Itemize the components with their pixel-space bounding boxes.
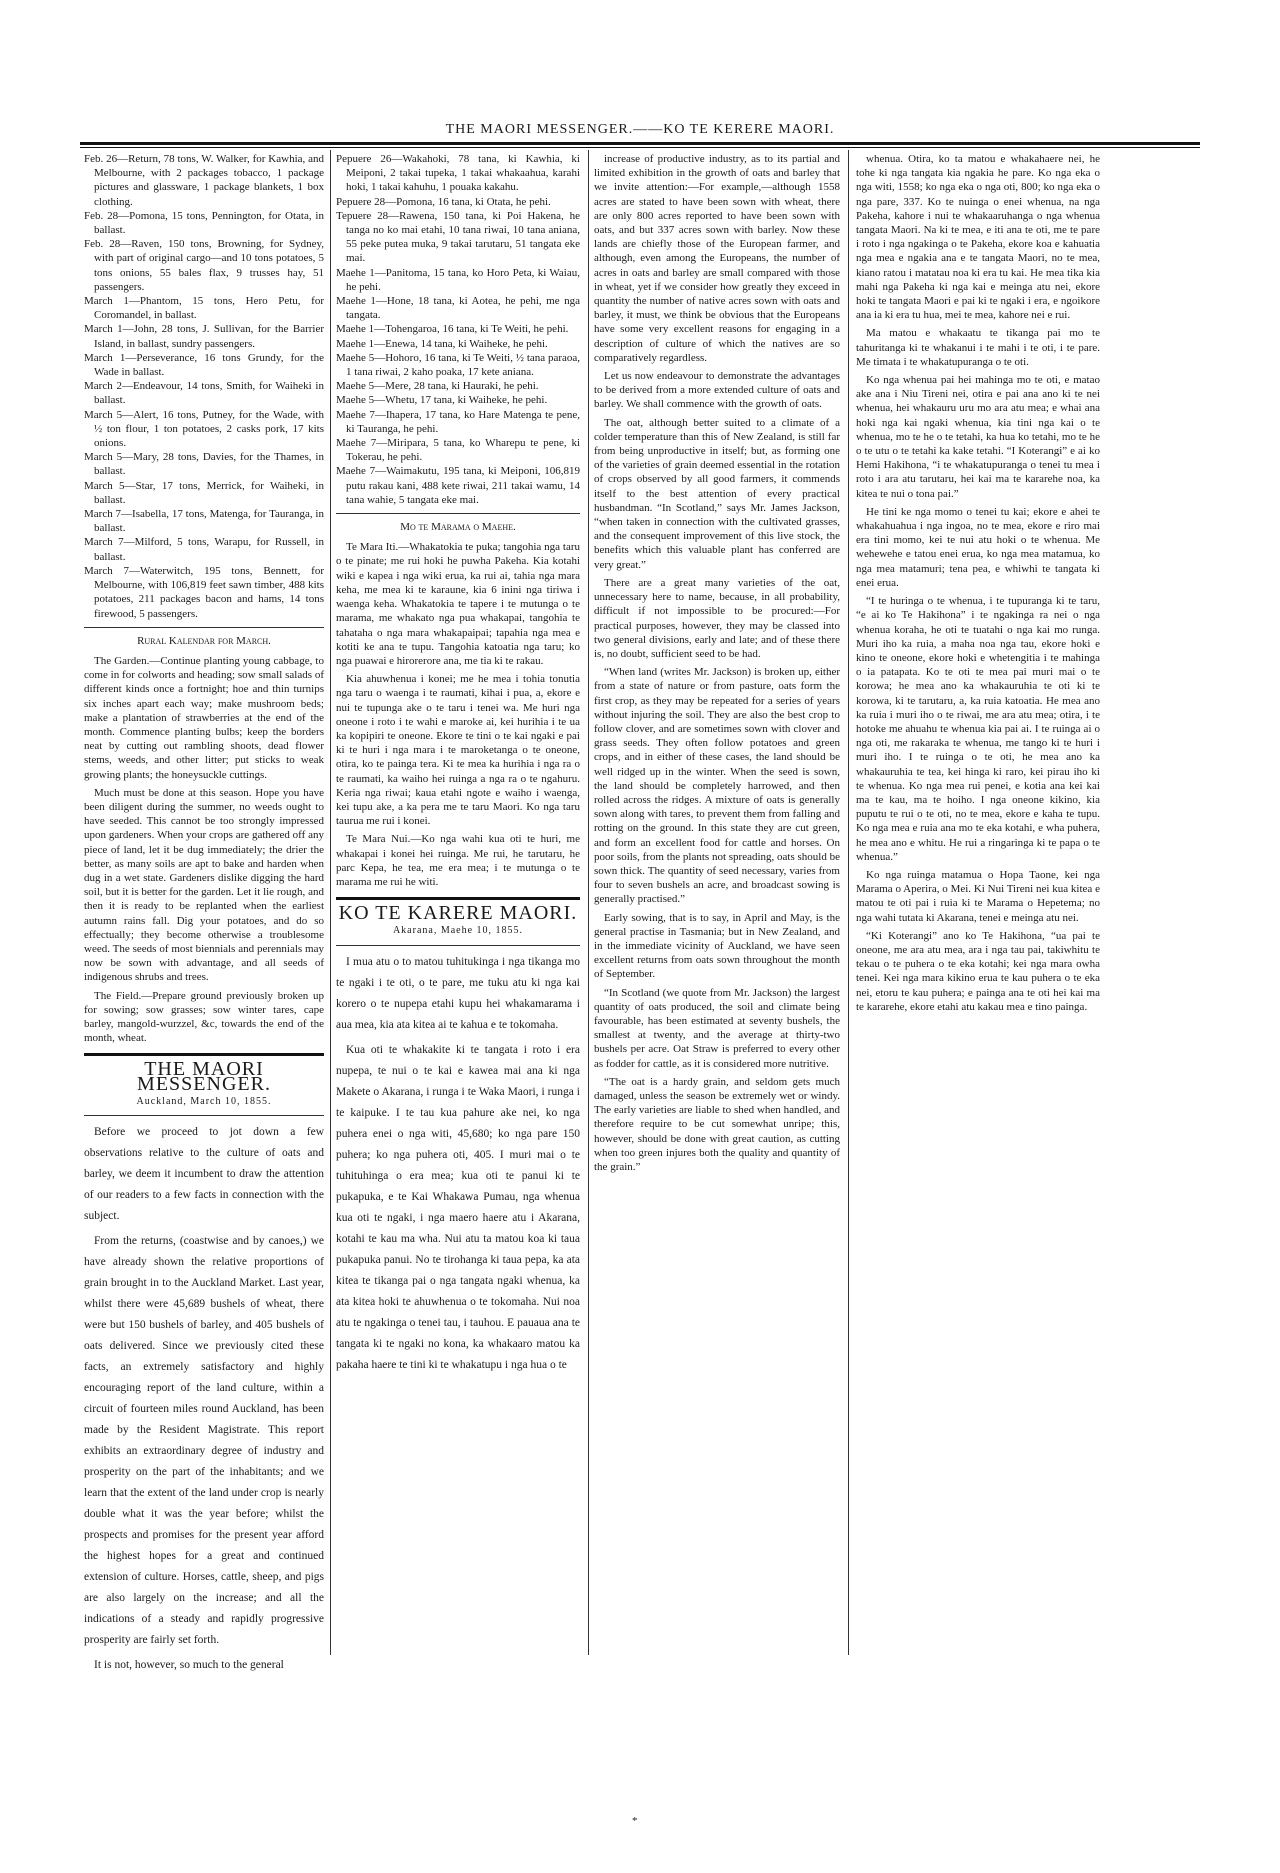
shipping-entry: Maehe 7—Miripara, 5 tana, ko Wharepu te pene, ki Tokerau, he pehi. xyxy=(336,437,580,464)
editorial-paragraph: “When land (writes Mr. Jackson) is broken up, either from a state of nature or from pasture, oats form the first crop, as they may be repeated for a series of years without injuring the soil. They are also the best crop to follow clover, and are sometimes sown with clover and grass seeds. They often follow potatoes and green crops, and in either of these cases, the land should be well ridged up in the winter. When the seed is sown, the land should be completely harrowed, and then rolled across the ridges. A mixture of oats is generally sown along with tares, to prevent them from falling and rotting on the ground. In this state they are cut green, and form an excellent food for cattle and horses. On poor soils, from the plants not spreading, oats should be sown thick. The quantity of seed necessary, varies from four to seven bushels an acre, and broadcast sowing is generally practised.” xyxy=(594,666,840,906)
rural-garden-paragraph: The Garden.—Continue planting young cabbage, to come in for colworts and heading; sow small salads of different kinds once a fortnight; hoe and thin turnips six inches apart each way; make mushroom beds; make a plantation of strawberries at the end of the month. Commence planting bulbs; keep the borders neat by cutting out rambling shoots, dead flower stems, weeds, and other litter; put sticks to weak growing plants; the honeysuckle cuttings. xyxy=(84,654,324,781)
column-rule xyxy=(848,150,849,1655)
editorial-paragraph: I mua atu o to matou tuhitukinga i nga tikanga mo te ngaki i te oti, o te pare, me tuku atu ki nga kai korero o te nupepa etahi kupu hei whakamarama i aua mea, kia ata kitea ai te kahua e te tokomaha. xyxy=(336,955,580,1031)
shipping-entry: Pepuere 28—Pomona, 16 tana, ki Otata, he pehi. xyxy=(336,195,551,208)
shipping-entry: Maehe 5—Mere, 28 tana, ki Hauraki, he pehi. xyxy=(336,380,539,393)
editorial-paragraph: The oat, although better suited to a climate of a colder temperature than this of New Zealand, is still far from being unproductive in itself; but, as forming one of the varieties of grain deemed essential in the rotation of crops observed by all good farmers, it commends itself to the best attention of every practical husbandman. “In Scotland,” says Mr. James Jackson, “when taken in connection with the cultivated grasses, and the consequent improvement of this live stock, the benefits which this valuable plant has conferred are very great.” xyxy=(594,416,840,571)
rural-field-paragraph: The Field.—Prepare ground previously broken up for sowing; sow grasses; sow winter tares, cape barley, mangold-wurzzel, &c, towards the end of the month, wheat. xyxy=(84,989,324,1045)
shipping-entry: March 1—John, 28 tons, J. Sullivan, for the Barrier Island, in ballast, sundry passengers. xyxy=(84,323,324,350)
masthead-rule xyxy=(84,1053,324,1056)
shipping-entry: Maehe 7—Waimakutu, 195 tana, ki Meiponi, 106,819 putu rakau kani, 488 kete riwai, 211 takai wamu, 14 tana wahie, 5 tangata eke mai. xyxy=(336,465,580,506)
maori-month-paragraph-2: Kia ahuwhenua i konei; me he mea i tohia tonutia nga taru o waenga i te raumati, kihai i pua, a, ekore e nui te tupunga ake o te taru i tenei wa. Me huri nga oneone i roto i te wahi e maroke ai, kei hurihia i te ua ka kopipiri te oneone. Ekore te tini o te kai ngaki e pai ki te huri i nga mara i te maroketanga o te oneone, otira, ko te painga tera. Ki te mea ka hurihia i nga ra o te raumati, ka waiho hei ruinga a nga ra o te ngahuru. Keria nga riwai; kaua etahi ngote e waiho i waenga, kei tupu ake, a ka pera me te taru Maori. Ko nga taru taurua me rui i konei. xyxy=(336,673,580,828)
shipping-entry: March 5—Mary, 28 tons, Davies, for the Thames, in ballast. xyxy=(84,451,324,478)
column-maori-1 xyxy=(336,152,580,1657)
editorial-paragraph: “The oat is a hardy grain, and seldom gets much damaged, unless the season be extremely wet or windy. The early varieties are liable to shed when handled, and therefore require to be cut somewhat unripe; this, however, should be done with great caution, as cutting when too green injures both the quality and quantity of the grain.” xyxy=(594,1075,840,1174)
rural-garden-paragraph-2: Much must be done at this season. Hope you have been diligent during the summer, no weeds ought to have seeded. This cannot be too strongly impressed upon gardeners. When your crops are gathered off any piece of land, let it be dug immediately; the drier the better, as many soils are apt to bake and harden when dug in a wet state. Gardeners dislike digging the hard soil, but it is better for the garden. Let it lie rough, and then it is ready to be replanted when the earliest autumn rains fall. Dig your potatoes, and do so effectually; they become otherwise a troublesome weed. The seeds of most biennials and perennials may now be sown with advantage, and all seeds of indigenous shrubs and trees. xyxy=(84,786,324,984)
section-divider xyxy=(336,513,580,514)
editorial-paragraph: “In Scotland (we quote from Mr. Jackson) the largest quantity of oats produced, the soil and climate being favourable, has been estimated at seventy bushels, the smallest at twenty, and the average at thirty-two bushels per acre. Oat Straw is preferred to every other as fodder for cattle, as it is considered more nutritive. xyxy=(594,986,840,1070)
maori-month-paragraph: Te Mara Iti.—Whakatokia te puka; tangohia nga taru o te pinate; me rui hoki he puwha Pakeha. Kia kotahi wiki e kapea i nga wiki erua, ka rui ai, tahia nga mara keha, me mea ki te karaune, kia 6 inini nga tiriwa i waenga keha. Whakatokia te tapere i te mutunga o te marama, me whakato nga pua whakapai, tangohia te tahataha o nga mara whakapaipai; tapahia nga mea e kotiti ke ana te tupu. Tangohia katoatia nga taru; ko nga puawai e hirorerore ana, me tia ki te rakau. xyxy=(336,541,580,667)
section-divider xyxy=(84,627,324,628)
shipping-entry: Feb. 28—Raven, 150 tons, Browning, for Sydney, with part of original cargo—and 10 tons potatoes, 5 tons onions, 55 bales flax, 9 trusses hay, 51 passengers. xyxy=(84,238,324,293)
masthead-english: THE MAORI MESSENGER. xyxy=(137,1058,271,1095)
masthead-rule-thin xyxy=(84,1115,324,1116)
shipping-list-maori xyxy=(336,152,580,507)
shipping-entry: Maehe 1—Panitoma, 15 tana, ko Horo Peta, ki Waiau, he pehi. xyxy=(336,266,580,293)
masthead-rule xyxy=(336,897,580,900)
shipping-entry: Maehe 1—Tohengaroa, 16 tana, ki Te Weiti, he pehi. xyxy=(336,323,569,336)
shipping-entry: Pepuere 26—Wakahoki, 78 tana, ki Kawhia, ki Meiponi, 2 takai tupeka, 1 takai whakaahua, karahi hoki, 1 takai kahuhu, 1 pouaka kakahu. xyxy=(336,153,580,194)
column-english-1 xyxy=(84,152,324,1671)
editorial-paragraph: increase of productive industry, as to its partial and limited exhibition in the growth of oats and barley that we invite attention:—For example,—although 1558 acres are stated to have been sown with wheat, there are only 800 acres reported to have been sown with oats, and but 337 acres sown with barley. Now these lands are chiefly those of the European farmer, and although, even among the Europeans, the number of acres in oats and barley are small compared with those in wheat, yet if we consider how greatly they exceed in quantity the number of native acres sown with oats and barley, it must, we think be obvious that the Europeans have some very excellent reasons for engaging in a description of culture of which the natives are so comparatively regardless. xyxy=(594,153,840,364)
column-rule xyxy=(588,150,589,1655)
editorial-maori xyxy=(336,952,580,1376)
shipping-list-english xyxy=(84,152,324,621)
shipping-entry: Maehe 5—Whetu, 17 tana, ki Waiheke, he pehi. xyxy=(336,394,548,407)
head-rule xyxy=(80,142,1200,145)
dateline-maori: Akarana, Maehe 10, 1855. xyxy=(392,925,524,937)
running-head: THE MAORI MESSENGER.——KO TE KERERE MAORI. xyxy=(445,122,835,137)
shipping-entry: Maehe 7—Ihapera, 17 tana, ko Hare Matenga te pene, ki Tauranga, he pehi. xyxy=(336,408,580,435)
shipping-entry: Feb. 26—Return, 78 tons, W. Walker, for Kawhia, and Melbourne, with 2 packages tobacco, 1 package pictures and glassware, 1 package blankets, 1 box clothing. xyxy=(84,153,324,208)
shipping-entry: Maehe 5—Hohoro, 16 tana, ki Te Weiti, ½ tana paraoa, 1 tana riwai, 2 kaho poaka, 17 kete aniana. xyxy=(336,351,580,379)
maori-month-paragraph-3: Te Mara Nui.—Ko nga wahi kua oti te huri, me whakapai i konei hei ruinga. Me rui, he tarutaru, he parc Kepa, he tea, me era mea; i te mutunga o te marama me rui he witi. xyxy=(336,833,580,888)
editorial-paragraph: Kua oti te whakakite ki te tangata i roto i era nupepa, te nui o te kai e kawea mai ana ki nga Makete o Akarana, i runga i te Waka Maori, i runga i te kaipuke. I te tau kua pahure ake nei, ko nga puhera enei o nga witi, 45,680; ko nga pare 150 puhera; ko nga puhera oti, 405. I muri mai o te tuhituhinga o era mea; kua oti te panui ki te pukapuka, e te Kai Whakawa Pumau, nga whenua kua oti te ngaki, i nga maero haere atu i Akarana, kotahi te kau ma wha. Nui atu ta matou koa ki taua pukapuka panui. No te tirohanga ki taua pepa, ka ata kitea te tikanga pai o nga tangata ngaki whenua, ka ata kitea hoki te ahuwhenua o te tokomaha. Nui noa atu te ngakinga o tenei tau, i tauhou. E pauaua ana te tangata ki te ngaki no kona, ka whakaaro matou ka pakaha haere te tini ki te whakatupu i nga hua o te xyxy=(336,1043,580,1371)
shipping-entry: March 2—Endeavour, 14 tons, Smith, for Waiheki in ballast. xyxy=(84,380,324,407)
editorial-paragraph: There are a great many varieties of the oat, unnecessary here to name, because, in all probability, difficult if not impossible to be procured:—For practical purposes, however, they may be classed into two general divisions, early and late; and of these there is, no doubt, sufficient seed to be had. xyxy=(594,576,840,660)
editorial-english xyxy=(84,1122,324,1676)
shipping-entry: March 5—Alert, 16 tons, Putney, for the Wade, with ½ ton flour, 1 ton potatoes, 2 casks pork, 17 kits onions. xyxy=(84,408,324,450)
shipping-entry: Maehe 1—Enewa, 14 tana, ki Waiheke, he pehi. xyxy=(336,337,548,350)
editorial-paragraph: Let us now endeavour to demonstrate the advantages to be derived from a more extended culture of oats and barley. We shall commence with the growth of oats. xyxy=(594,370,840,411)
editorial-paragraph: Ma matou e whakaatu te tikanga pai mo te tahuritanga ki te whakanui i te mahi i te oti, i te pare. Me timata i te whakatupuranga o te oti. xyxy=(856,327,1100,368)
editorial-paragraph: It is not, however, so much to the general xyxy=(94,1659,284,1671)
editorial-paragraph: Before we proceed to jot down a few observations relative to the culture of oats and barley, we deem it incumbent to draw the attention of our readers to a few facts in connection with the subject. xyxy=(84,1126,324,1222)
editorial-paragraph: Early sowing, that is to say, in April and May, is the general practise in Tasmania; but in New Zealand, and in the immediate vicinity of Auckland, we have seen excellent returns from oats sown throughout the month of September. xyxy=(594,911,840,981)
dateline-english: Auckland, March 10, 1855. xyxy=(136,1095,272,1107)
shipping-entry: Tepuere 28—Rawena, 150 tana, ki Poi Hakena, he tanga no ko mai etahi, 10 tana riwai, 10 tana aniana, 55 peke putea muka, 9 takai tarutaru, 51 tangata eke mai. xyxy=(336,209,580,265)
masthead-rule-thin xyxy=(336,945,580,946)
maori-month-title: Mo te Marama o Maehe. xyxy=(400,521,516,534)
shipping-entry: March 5—Star, 17 tons, Merrick, for Waiheki, in ballast. xyxy=(84,479,324,506)
shipping-entry: Maehe 1—Hone, 18 tana, ki Aotea, he pehi, me nga tangata. xyxy=(336,295,580,322)
editorial-paragraph: He tini ke nga momo o tenei tu kai; ekore e ahei te whakahuahua i nga ingoa, no te mea, ekore e riro mai era tini momo, kei te nui atu hoki o te whenua. Me wehewehe e tatou enei erua, ko nga mea matamua, ko nga mea matamuri; tena pea, e whiwhi te tangata ki enei erua. xyxy=(856,505,1100,589)
shipping-entry: March 7—Milford, 5 tons, Warapu, for Russell, in ballast. xyxy=(84,536,324,563)
editorial-paragraph: whenua. Otira, ko ta matou e whakahaere nei, he tohe ki nga tangata kia ngakia he pare. Ko nga eka o nga witi, 1558; ko nga eka o nga oti, 800; ko nga eka o nga pare, 337. Ko te nuinga o enei whenua, na nga Pakeha, kahore i nui te whakaaruhanga o nga whenua tangata Maori. Na ki te mea, e iti ana te oti, me te pare i roto i nga ngakinga o te Pakeha, ekore koa e kahuatia nga mea e ngakia ana e te tangata Maori, no te mea, kiano ratou i matatau noa ki era tu kai. He mea tika kia mahi nga Pakeha ki nga kai e meinga atu nei, ekore hoki te tangata Maori e pai ki te ngaki i era, e ngoikore ana ia ki era tu hua, mei te mea, kahore nei e rui. xyxy=(856,153,1100,322)
editorial-paragraph: “Ki Koterangi” ano ko Te Hakihona, “ua pai te oneone, me ara atu mea, ara i nga tau pai, takiwhitu te tekau o te puhera o te eka kotahi; kei nga mara owha tenei. Kei nga mara kikino erua te kau puhera o te eka nei, etoru te kau puhera; e painga ana te oti hei kai ma te kararehe, ekore etahi atu kakau mea e tino painga. xyxy=(856,929,1100,1013)
editorial-paragraph: From the returns, (coastwise and by canoes,) we have already shown the relative proportions of grain brought in to the Auckland Market. Last year, whilst there were 45,689 bushels of wheat, there were but 150 bushels of barley, and 405 bushels of oats delivered. Since we previously cited these facts, an extremely satisfactory and highly encouraging report of the land culture, within a circuit of fourteen miles round Auckland, has been made by the Resident Magistrate. This report exhibits an extraordinary degree of industry and prosperity on the part of the inhabitants; and we learn that the extent of the land under crop is nearly double what it was the year before; whilst the prospects and promises for the present year afford the highest hopes for a great and continued extension of culture. Horses, cattle, sheep, and pigs are also largely on the increase; and all the indications of a steady and rapidly progressive prosperity are fairly set forth. xyxy=(84,1235,324,1646)
column-english-2 xyxy=(594,152,840,1657)
shipping-entry: March 1—Perseverance, 16 tons Grundy, for the Wade in ballast. xyxy=(84,351,324,379)
masthead-maori: KO TE KARERE MAORI. xyxy=(338,902,578,925)
column-rule xyxy=(330,150,331,1655)
shipping-entry: March 1—Phantom, 15 tons, Hero Petu, for Coromandel, in ballast. xyxy=(84,295,324,322)
page-footer-mark: * xyxy=(632,1815,638,1827)
column-maori-2 xyxy=(856,152,1100,1657)
head-rule-thin xyxy=(80,147,1200,148)
shipping-entry: March 7—Isabella, 17 tons, Matenga, for Tauranga, in ballast. xyxy=(84,508,324,535)
shipping-entry: March 7—Waterwitch, 195 tons, Bennett, for Melbourne, with 106,819 feet sawn timber, 488 kits potatoes, 211 packages bacon and hams, 14 tons firewood, 5 passengers. xyxy=(84,564,324,620)
editorial-paragraph: Ko nga whenua pai hei mahinga mo te oti, e matao ake ana i Niu Tireni nei, otira e pai ana ano ki te nei whenua, hei whakauru uru mo ara atu mea; e whai ana hoki nga kai ngaki whenua, kia tini nga kai o te whenua, mo te he o te tetahi, ka hua ko tetahi, mo te he o te utu o te tetahi ka kake tetahi. “I Koterangi” e ai ko Hemi Hakihona, “i te whakatupuranga o tenei tu mea i roto i ara atu tarutaru, hei kai ma te kararehe noa, ka kitea te nui o tona pai.” xyxy=(856,374,1100,500)
shipping-entry: Feb. 28—Pomona, 15 tons, Pennington, for Otata, in ballast. xyxy=(84,209,324,237)
rural-kalendar-title: Rural Kalendar for March. xyxy=(137,634,271,647)
editorial-paragraph: “I te huringa o te whenua, i te tupuranga ki te taru, “e ai ko Te Hakihona” i te ngakinga ra nei o nga whenua koraha, he oti te tuatahi o nga kai mo runga. Muri iho ka ruia, a maha noa nga tau, ekore hoki e kino te oneone, ekore hoki e whetengitia i te mahinga o ia patapata. Ko te oti te mea pai muri mai o te korowa; he mea ano ka whakauruhia te oti ki te korowa, ki te tarutaru, a, ka ruia katoatia. He mea ano ka ruia i muri iho o te riwai, me ara atu mea; otira, i te hotoke me ahuahu te whenua kia pai ai. I te ruinga ai o nga oti, me rakaraka te whenua, me tango ki te huri i muri iho. I te ruinga o te oti, he mea ano ka whakauruhia te tea, kei hinga ki raro, kei pirau iho ki te whenua. Ko nga mea rui penei, e kotia ana kei kai ma te kau, ma te hoiho. I nga oneone kikino, kia puputu te rui o te oti, no te mea, ekore e kaha te tupu. Ko nga mea e ruia ana mo te eka kotahi, e wha puhera, he mea ano e whitu. He rui a ringaringa ki te papa o te whenua.” xyxy=(856,595,1100,863)
editorial-paragraph: Ko nga ruinga matamua o Hopa Taone, kei nga Marama o Aperira, o Mei. Ki Nui Tireni nei kua kitea e matou te oti pai i ruia ki te Marama o Hepetema; no nga wahi tutata ki Akarana, tenei e meinga atu nei. xyxy=(856,868,1100,924)
